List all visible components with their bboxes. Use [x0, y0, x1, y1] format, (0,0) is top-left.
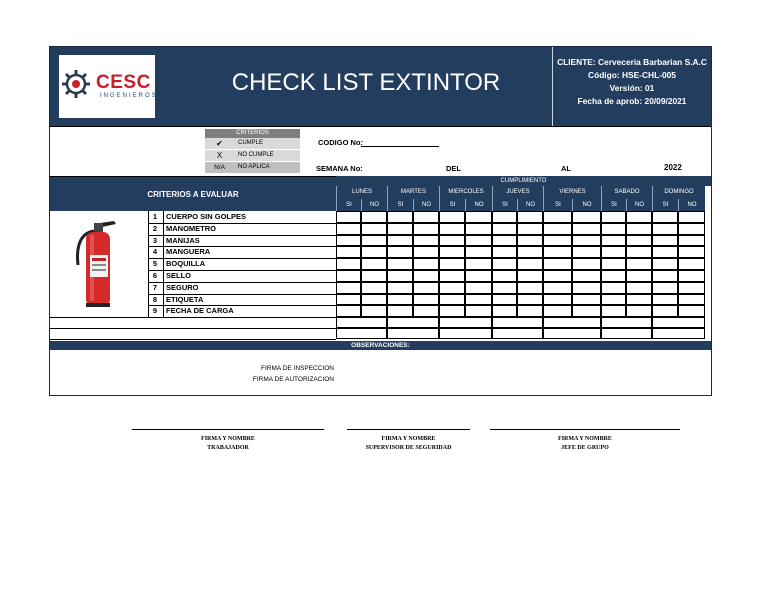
check-cell[interactable] — [678, 246, 705, 258]
check-cell[interactable] — [387, 223, 413, 235]
day-header-domingo: DOMINGO — [652, 186, 705, 199]
check-cell[interactable] — [465, 294, 492, 306]
criteria-legend — [205, 129, 300, 174]
signature-jefe[interactable] — [490, 429, 680, 453]
check-cell[interactable] — [465, 246, 492, 258]
si-header: SI — [601, 199, 626, 211]
document-info — [552, 47, 711, 126]
check-cell[interactable] — [517, 294, 543, 306]
check-cell[interactable] — [626, 258, 652, 270]
check-cell[interactable] — [361, 258, 387, 270]
check-cell[interactable] — [543, 246, 572, 258]
check-cell[interactable] — [601, 211, 626, 223]
check-cell[interactable] — [626, 270, 652, 282]
check-cell[interactable] — [678, 223, 705, 235]
signature-title: FIRMA Y NOMBRE — [381, 436, 436, 442]
check-cell[interactable] — [361, 305, 387, 317]
row-divider — [163, 294, 164, 306]
check-cell[interactable] — [439, 258, 465, 270]
firma-cell[interactable] — [601, 328, 652, 339]
document-code: Código: HSE-CHL-005 — [588, 70, 676, 80]
item-label: FECHA DE CARGA — [166, 306, 234, 316]
check-cell[interactable] — [336, 270, 361, 282]
firma-cell[interactable] — [387, 317, 439, 328]
check-cell[interactable] — [361, 211, 387, 223]
legend-label: NO CUMPLE — [238, 152, 274, 158]
item-label: MANOMETRO — [166, 223, 216, 233]
si-header: SI — [543, 199, 572, 211]
item-label: ETIQUETA — [166, 294, 204, 304]
check-cell[interactable] — [439, 282, 465, 294]
check-cell[interactable] — [572, 235, 601, 247]
check-cell[interactable] — [517, 211, 543, 223]
firma-cell[interactable] — [652, 328, 705, 339]
check-cell[interactable] — [413, 235, 439, 247]
check-cell[interactable] — [361, 270, 387, 282]
row-divider — [163, 305, 164, 317]
check-cell[interactable] — [492, 246, 517, 258]
check-cell[interactable] — [439, 235, 465, 247]
check-cell[interactable] — [517, 258, 543, 270]
item-label: MANIJAS — [166, 235, 200, 245]
check-cell[interactable] — [492, 282, 517, 294]
check-cell[interactable] — [336, 294, 361, 306]
row-divider — [163, 211, 164, 223]
legend-label: CUMPLE — [238, 140, 264, 146]
check-cell[interactable] — [678, 305, 705, 317]
firma-cell[interactable] — [439, 328, 492, 339]
item-number: 5 — [152, 259, 158, 269]
check-cell[interactable] — [543, 235, 572, 247]
check-cell[interactable] — [413, 246, 439, 258]
check-cell[interactable] — [361, 223, 387, 235]
row-divider — [163, 246, 164, 258]
check-cell[interactable] — [336, 258, 361, 270]
firma-cell[interactable] — [652, 317, 705, 328]
logo-text: CESC — [96, 72, 151, 93]
check-cell[interactable] — [387, 246, 413, 258]
check-cell[interactable] — [517, 305, 543, 317]
legend-row — [205, 162, 300, 174]
check-cell[interactable] — [572, 246, 601, 258]
legend-row — [205, 150, 300, 162]
logo-subtext: INGENIEROS — [100, 93, 158, 99]
row-divider — [163, 235, 164, 247]
check-cell[interactable] — [413, 223, 439, 235]
check-cell[interactable] — [626, 223, 652, 235]
day-header-miercoles: MIERCOLES — [439, 186, 492, 199]
item-number: 2 — [152, 223, 158, 233]
check-cell[interactable] — [465, 270, 492, 282]
check-cell[interactable] — [572, 282, 601, 294]
item-number: 3 — [152, 235, 158, 245]
check-cell[interactable] — [652, 223, 678, 235]
firma-cell[interactable] — [387, 328, 439, 339]
cumplimiento-header: CUMPLIMIENTO — [336, 176, 711, 186]
check-cell[interactable] — [572, 211, 601, 223]
check-cell[interactable] — [492, 270, 517, 282]
signature-supervisor[interactable] — [347, 429, 470, 453]
check-cell[interactable] — [361, 282, 387, 294]
no-header: NO — [413, 199, 439, 211]
client-name: CLIENTE: Cerveceria Barbarian S.A.C — [557, 57, 707, 67]
check-cell[interactable] — [601, 235, 626, 247]
firma-cell[interactable] — [336, 317, 387, 328]
check-cell[interactable] — [572, 294, 601, 306]
no-header: NO — [361, 199, 387, 211]
fire-extinguisher-icon — [70, 217, 120, 309]
si-header: SI — [652, 199, 678, 211]
check-cell[interactable] — [543, 282, 572, 294]
check-cell[interactable] — [336, 223, 361, 235]
checkmark-icon: ✔ — [216, 139, 223, 148]
check-cell[interactable] — [465, 305, 492, 317]
si-header: SI — [492, 199, 517, 211]
firma-autorizacion-label: FIRMA DE AUTORIZACION — [252, 376, 334, 383]
check-cell[interactable] — [601, 270, 626, 282]
check-cell[interactable] — [439, 294, 465, 306]
firma-cell[interactable] — [543, 317, 601, 328]
check-cell[interactable] — [678, 211, 705, 223]
criteria-legend-title: CRITERIOS — [205, 129, 300, 138]
check-cell[interactable] — [601, 246, 626, 258]
si-header: SI — [336, 199, 361, 211]
check-cell[interactable] — [626, 211, 652, 223]
check-cell[interactable] — [387, 294, 413, 306]
header-bar — [50, 47, 711, 126]
check-cell[interactable] — [413, 211, 439, 223]
gear-icon — [61, 69, 91, 99]
item-number: 7 — [152, 282, 158, 292]
check-cell[interactable] — [465, 235, 492, 247]
signature-title: FIRMA Y NOMBRE — [201, 436, 255, 442]
firma-cell[interactable] — [439, 317, 492, 328]
check-cell[interactable] — [517, 282, 543, 294]
firma-cell[interactable] — [543, 328, 601, 339]
item-label: SEGURO — [166, 282, 199, 292]
checklist-sheet — [49, 46, 712, 396]
check-cell[interactable] — [517, 246, 543, 258]
check-cell[interactable] — [336, 305, 361, 317]
check-cell[interactable] — [652, 305, 678, 317]
item-label: SELLO — [166, 271, 192, 280]
row-divider — [163, 282, 164, 294]
firma-cell[interactable] — [336, 328, 387, 339]
check-cell[interactable] — [678, 235, 705, 247]
del-label: DEL — [446, 164, 461, 173]
check-cell[interactable] — [439, 211, 465, 223]
check-cell[interactable] — [439, 270, 465, 282]
items-divider — [148, 211, 149, 317]
item-number: 4 — [152, 247, 158, 257]
semana-label: SEMANA No: — [316, 164, 363, 173]
check-cell[interactable] — [517, 270, 543, 282]
legend-row — [205, 138, 300, 150]
check-cell[interactable] — [336, 282, 361, 294]
company-logo — [59, 55, 158, 118]
row-divider — [163, 258, 164, 270]
check-cell[interactable] — [543, 223, 572, 235]
day-header-jueves: JUEVES — [492, 186, 543, 199]
check-cell[interactable] — [387, 305, 413, 317]
item-label: BOQUILLA — [166, 259, 206, 269]
firma-cell[interactable] — [601, 317, 652, 328]
check-cell[interactable] — [572, 258, 601, 270]
check-cell[interactable] — [413, 282, 439, 294]
firma-inspeccion-label: FIRMA DE INSPECCION — [261, 365, 334, 372]
signature-title: FIRMA Y NOMBRE — [558, 436, 612, 442]
item-label: MANGUERA — [166, 247, 211, 257]
cross-icon: X — [216, 151, 223, 160]
check-cell[interactable] — [387, 258, 413, 270]
check-cell[interactable] — [678, 258, 705, 270]
check-cell[interactable] — [465, 223, 492, 235]
check-cell[interactable] — [601, 223, 626, 235]
check-cell[interactable] — [492, 258, 517, 270]
no-header: NO — [465, 199, 492, 211]
check-cell[interactable] — [626, 246, 652, 258]
check-cell[interactable] — [361, 246, 387, 258]
day-header-martes: MARTES — [387, 186, 439, 199]
approval-date: Fecha de aprob: 20/09/2021 — [577, 96, 687, 106]
firma-cell[interactable] — [492, 317, 543, 328]
signature-role: TRABAJADOR — [207, 445, 249, 451]
form-info — [50, 126, 711, 177]
check-cell[interactable] — [572, 270, 601, 282]
firma-cell[interactable] — [492, 328, 543, 339]
check-cell[interactable] — [517, 235, 543, 247]
check-cell[interactable] — [361, 235, 387, 247]
check-cell[interactable] — [626, 294, 652, 306]
check-cell[interactable] — [492, 211, 517, 223]
check-cell[interactable] — [336, 235, 361, 247]
codigo-label: CODIGO No: — [318, 138, 363, 147]
check-cell[interactable] — [413, 270, 439, 282]
check-cell[interactable] — [439, 305, 465, 317]
check-cell[interactable] — [543, 211, 572, 223]
check-cell[interactable] — [465, 211, 492, 223]
check-cell[interactable] — [652, 246, 678, 258]
item-label: CUERPO SIN GOLPES — [166, 212, 247, 221]
check-cell[interactable] — [678, 282, 705, 294]
day-header-viernes: VIERNES — [543, 186, 601, 199]
si-header: SI — [439, 199, 465, 211]
firma-row-line — [50, 317, 336, 318]
check-cell[interactable] — [652, 294, 678, 306]
check-cell[interactable] — [492, 223, 517, 235]
check-cell[interactable] — [678, 270, 705, 282]
codigo-field[interactable] — [361, 146, 439, 147]
check-cell[interactable] — [387, 282, 413, 294]
al-label: AL — [561, 164, 571, 173]
signature-trabajador[interactable] — [132, 429, 324, 453]
item-number: 9 — [152, 306, 158, 316]
check-cell[interactable] — [601, 305, 626, 317]
si-header: SI — [387, 199, 413, 211]
check-cell[interactable] — [387, 211, 413, 223]
check-cell[interactable] — [336, 246, 361, 258]
check-cell[interactable] — [652, 282, 678, 294]
day-header-sabado: SABADO — [601, 186, 652, 199]
check-cell[interactable] — [492, 294, 517, 306]
check-cell[interactable] — [543, 270, 572, 282]
check-cell[interactable] — [361, 294, 387, 306]
check-cell[interactable] — [543, 294, 572, 306]
check-cell[interactable] — [492, 305, 517, 317]
check-cell[interactable] — [492, 235, 517, 247]
no-header: NO — [626, 199, 652, 211]
no-header: NO — [678, 199, 705, 211]
item-number: 1 — [152, 212, 158, 221]
na-symbol: N/A — [214, 164, 225, 171]
no-header: NO — [572, 199, 601, 211]
check-cell[interactable] — [572, 223, 601, 235]
check-cell[interactable] — [413, 294, 439, 306]
check-cell[interactable] — [601, 282, 626, 294]
check-cell[interactable] — [336, 211, 361, 223]
check-cell[interactable] — [387, 270, 413, 282]
legend-label: NO APLICA — [238, 164, 270, 170]
page-title: CHECK LIST EXTINTOR — [231, 69, 501, 96]
check-cell[interactable] — [465, 258, 492, 270]
check-cell[interactable] — [601, 294, 626, 306]
observaciones-header: OBSERVACIONES: — [50, 341, 711, 350]
year-value: 2022 — [664, 163, 682, 172]
check-cell[interactable] — [626, 235, 652, 247]
check-cell[interactable] — [652, 235, 678, 247]
criterios-header: CRITERIOS A EVALUAR — [50, 176, 336, 211]
check-cell[interactable] — [601, 258, 626, 270]
check-cell[interactable] — [387, 235, 413, 247]
check-cell[interactable] — [465, 282, 492, 294]
signature-role: SUPERVISOR DE SEGURIDAD — [365, 445, 452, 451]
no-header: NO — [517, 199, 543, 211]
day-header-lunes: LUNES — [336, 186, 387, 199]
document-version: Versión: 01 — [609, 83, 655, 93]
check-cell[interactable] — [413, 305, 439, 317]
observaciones-field[interactable] — [50, 350, 711, 395]
item-number: 6 — [152, 271, 158, 280]
check-cell[interactable] — [678, 294, 705, 306]
check-cell[interactable] — [517, 223, 543, 235]
row-divider — [163, 270, 164, 282]
check-cell[interactable] — [626, 305, 652, 317]
check-cell[interactable] — [572, 305, 601, 317]
check-cell[interactable] — [652, 258, 678, 270]
check-cell[interactable] — [413, 258, 439, 270]
item-number: 8 — [152, 294, 158, 304]
check-cell[interactable] — [652, 270, 678, 282]
row-divider — [163, 223, 164, 235]
firma-row-line — [50, 328, 336, 329]
check-cell[interactable] — [439, 223, 465, 235]
check-cell[interactable] — [543, 258, 572, 270]
signature-role: JEFE DE GRUPO — [561, 445, 609, 451]
check-cell[interactable] — [626, 282, 652, 294]
check-cell[interactable] — [543, 305, 572, 317]
check-cell[interactable] — [652, 211, 678, 223]
check-cell[interactable] — [439, 246, 465, 258]
